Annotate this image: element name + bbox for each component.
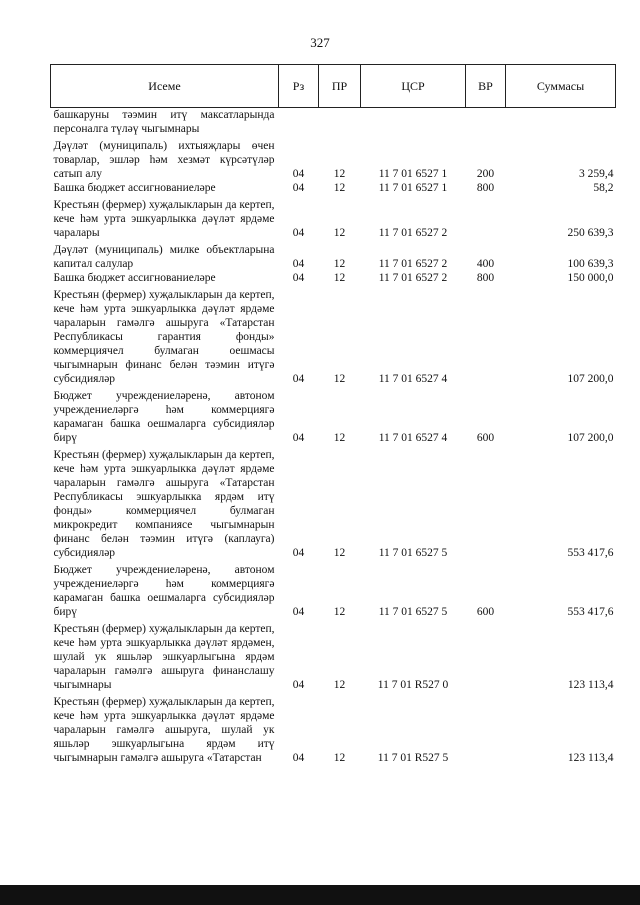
page-number: 327 [310, 35, 330, 50]
header-rz: Рз [279, 65, 319, 108]
row-rz: 04 [292, 752, 305, 764]
row-vr: 800 [476, 182, 495, 194]
table-row [51, 195, 616, 240]
row-name: Бюджет учреждениеләренә, автоном учреждениеләргә һәм коммерциягә карамаган башка оешмаларга субсидияләр бирү [53, 390, 275, 444]
row-sum: 553 417,6 [567, 547, 614, 559]
row-csr: 11 7 01 6527 4 [378, 373, 448, 385]
row-rz: 04 [292, 168, 305, 180]
row-pr: 12 [333, 432, 346, 444]
row-vr [466, 619, 506, 692]
header-sum: Суммасы [506, 65, 616, 108]
table-row [51, 692, 616, 765]
table-row [51, 285, 616, 386]
table-header-row [51, 65, 616, 108]
row-rz: 04 [292, 182, 305, 194]
table-row [51, 386, 616, 445]
row-csr: 11 7 01 6527 2 [378, 258, 448, 270]
row-name: Крестьян (фермер) хуҗалыкларын да кертеп, кече һәм урта эшкуарлыкка дәүләт ярдәмен, шулай ук яшьләр эшкуарлыгына ярдәм чараларын гамәлгә ашыруга финанслашу чыгымнары [53, 623, 275, 691]
table-row [51, 445, 616, 560]
row-vr: 800 [476, 272, 495, 284]
row-name: Крестьян (фермер) хуҗалыкларын да кертеп, кече һәм урта эшкуарлыкка дәүләт ярдәме чараларын гамәлгә ашыруга «Татарстан Республикасы гарантия фонды» коммерциячел булмаган оешмасы чыгымнарын финанс белән тәэмин итүгә субсидияләр [53, 289, 275, 385]
row-name: Крестьян (фермер) хуҗалыкларын да кертеп, кече һәм урта эшкуарлыкка дәүләт ярдәме чараларын гамәлгә ашыруга, шулай ук яшьләр эшкуарлыгына ярдәм итү чыгымнарын гамәлгә ашыруга «Татарстан [53, 696, 275, 764]
row-name: Башка бюджет ассигнованиеләре [53, 182, 216, 194]
row-pr: 12 [333, 679, 346, 691]
row-sum: 123 113,4 [567, 752, 614, 764]
row-rz: 04 [292, 679, 305, 691]
scan-border [0, 885, 640, 905]
row-pr: 12 [333, 373, 346, 385]
row-rz: 04 [292, 227, 305, 239]
row-rz: 04 [292, 258, 305, 270]
row-rz: 04 [292, 432, 305, 444]
row-vr [466, 692, 506, 765]
table-row [51, 240, 616, 271]
row-name: Крестьян (фермер) хуҗалыкларын да кертеп, кече һәм урта эшкуарлыкка дәүләт ярдәме чараларын гамәлгә ашыруга «Татарстан Республикасы эшкуарлыкка ярдәм итү фонды» коммерциячел булмаган микрокредит компаниясе чыгымнарын финанс белән тәэмин итүгә (каплауга) субсидияләр [53, 449, 275, 559]
row-vr [466, 195, 506, 240]
row-csr: 11 7 01 6527 1 [378, 182, 448, 194]
header-csr: ЦСР [361, 65, 466, 108]
row-pr: 12 [333, 168, 346, 180]
row-pr [319, 108, 361, 137]
row-rz: 04 [292, 373, 305, 385]
row-sum: 250 639,3 [567, 227, 614, 239]
row-sum: 150 000,0 [567, 272, 614, 284]
row-vr [466, 285, 506, 386]
table-row [51, 136, 616, 181]
row-pr: 12 [333, 752, 346, 764]
row-vr [466, 445, 506, 560]
row-csr: 11 7 01 6527 2 [378, 272, 448, 284]
table-row [51, 181, 616, 195]
row-name: Башка бюджет ассигнованиеләре [53, 272, 216, 284]
row-sum: 100 639,3 [567, 258, 614, 270]
row-csr: 11 7 01 R527 0 [377, 679, 449, 691]
row-vr: 600 [476, 432, 495, 444]
row-name: Дәүләт (муниципаль) ихтыяҗлары өчен товарлар, эшләр һәм хезмәт күрсәтүләр сатып алу [53, 140, 275, 180]
row-rz: 04 [292, 547, 305, 559]
row-csr: 11 7 01 6527 2 [378, 227, 448, 239]
row-sum: 553 417,6 [567, 606, 614, 618]
row-pr: 12 [333, 258, 346, 270]
row-pr: 12 [333, 606, 346, 618]
row-sum: 123 113,4 [567, 679, 614, 691]
row-csr [361, 108, 466, 137]
table-row [51, 560, 616, 619]
table-row [51, 108, 616, 137]
table-row [51, 619, 616, 692]
row-rz: 04 [292, 606, 305, 618]
row-name: Крестьян (фермер) хуҗалыкларын да кертеп, кече һәм урта эшкуарлыкка дәүләт ярдәме чаралары [53, 199, 275, 239]
row-name: Дәүләт (муниципаль) милке объектларына капитал салулар [53, 244, 275, 270]
row-csr: 11 7 01 6527 5 [378, 547, 448, 559]
row-pr: 12 [333, 227, 346, 239]
header-name: Исеме [51, 65, 279, 108]
row-sum: 107 200,0 [567, 373, 614, 385]
row-name: Бюджет учреждениеләренә, автоном учреждениеләргә һәм коммерциягә карамаган башка оешмаларга субсидияләр бирү [53, 564, 275, 618]
header-vr: ВР [466, 65, 506, 108]
row-csr: 11 7 01 R527 5 [377, 752, 449, 764]
row-csr: 11 7 01 6527 5 [378, 606, 448, 618]
row-sum: 107 200,0 [567, 432, 614, 444]
row-pr: 12 [333, 182, 346, 194]
row-csr: 11 7 01 6527 1 [378, 168, 448, 180]
row-rz [279, 108, 319, 137]
row-vr: 600 [476, 606, 495, 618]
row-sum [506, 108, 616, 137]
row-csr: 11 7 01 6527 4 [378, 432, 448, 444]
budget-table [50, 64, 616, 765]
row-name: башкаруны тәэмин итү максатларында персоналга түләү чыгымнары [53, 109, 275, 135]
row-rz: 04 [292, 272, 305, 284]
table-row [51, 271, 616, 285]
row-pr: 12 [333, 272, 346, 284]
row-vr [466, 108, 506, 137]
row-vr: 400 [476, 258, 495, 270]
row-pr: 12 [333, 547, 346, 559]
row-sum: 58,2 [593, 182, 614, 194]
header-pr: ПР [319, 65, 361, 108]
row-sum: 3 259,4 [579, 168, 614, 180]
row-vr: 200 [476, 168, 495, 180]
